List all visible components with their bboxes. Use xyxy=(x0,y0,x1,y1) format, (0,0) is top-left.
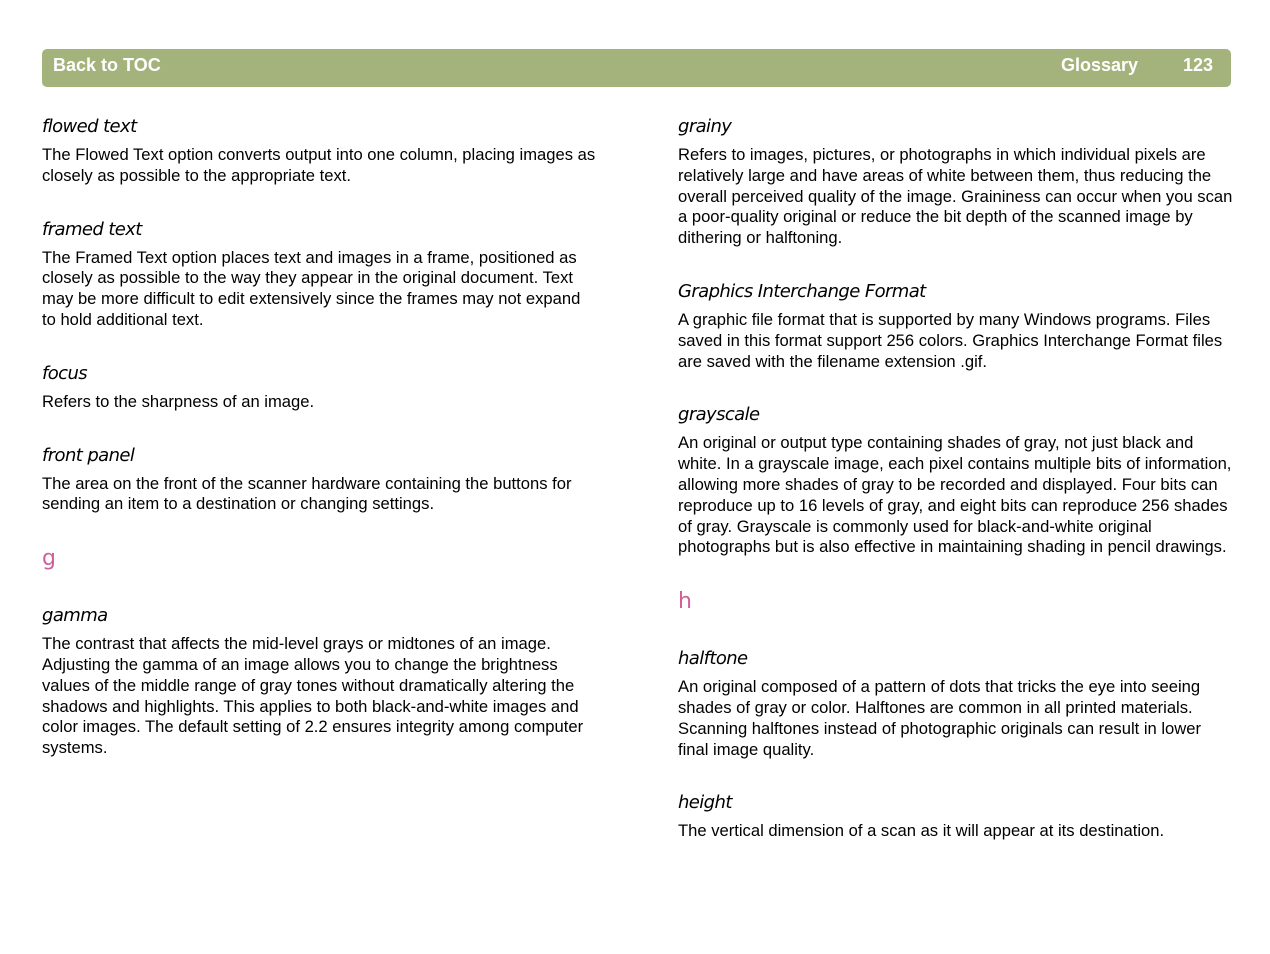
section-title: Glossary xyxy=(1060,55,1138,75)
glossary-entry xyxy=(678,792,1234,842)
page-number: 123 xyxy=(1182,55,1213,75)
glossary-entry xyxy=(42,363,598,413)
glossary-definition: Refers to images, pictures, or photographs in which individual pixels are relatively large and have areas of white between them, thus reducing the overall perceived quality of the image. Graininess can occur when you scan a poor-quality original or reduce the bit depth of the scanned image by dithering or halftoning. xyxy=(678,145,1233,248)
glossary-term: grainy xyxy=(678,116,732,137)
section-letter: h xyxy=(678,589,692,615)
back-to-toc-link[interactable]: Back to TOC xyxy=(53,55,161,75)
glossary-definition: Refers to the sharpness of an image. xyxy=(42,391,315,411)
glossary-entry xyxy=(42,219,598,331)
glossary-term: height xyxy=(678,792,732,814)
glossary-definition: The Flowed Text option converts output into one column, placing images as closely as possible to the appropriate text. xyxy=(42,145,596,185)
glossary-entry xyxy=(42,116,598,187)
glossary-definition: A graphic file format that is supported by many Windows programs. Files saved in this format support 256 colors. Graphics Interchange Format files are saved with the filename extension .gif. xyxy=(678,309,1223,371)
glossary-definition: The vertical dimension of a scan as it will appear at its destination. xyxy=(678,821,1165,841)
section-letter: g xyxy=(42,546,56,572)
glossary-term: gamma xyxy=(42,605,108,627)
glossary-term: grayscale xyxy=(678,404,760,426)
left-column xyxy=(42,116,598,791)
glossary-entry xyxy=(42,445,598,516)
glossary-definition: An original or output type containing shades of gray, not just black and white. In a grayscale image, each pixel contains multiple bits of information, allowing more shades of gray to be recorded and displayed. Four bits can reproduce up to 16 levels of gray, and eight bits can reproduce 256 shades of gray. Grayscale is commonly used for black-and-white original photographs but is also effective in maintaining shading in pencil drawings. xyxy=(678,433,1232,557)
glossary-entry xyxy=(678,116,1234,249)
glossary-term: halftone xyxy=(678,648,748,670)
right-column xyxy=(678,116,1234,874)
glossary-definition: The contrast that affects the mid-level grays or midtones of an image. Adjusting the gamma of an image allows you to change the brightness values of the middle range of gray tones without dramatically altering the shadows and highlights. This applies to both black-and-white images and color images. The default setting of 2.2 ensures integrity among computer systems. xyxy=(42,634,584,758)
glossary-entry xyxy=(678,648,1234,760)
glossary-term: framed text xyxy=(42,218,142,240)
glossary-definition: The Framed Text option places text and images in a frame, positioned as closely as possible to the way they appear in the original document. Text may be more difficult to edit extensively since the frames may not expand to hold additional text. xyxy=(42,247,581,329)
glossary-definition: An original composed of a pattern of dots that tricks the eye into seeing shades of gray or color. Halftones are common in all printed materials. Scanning halftones instead of photographic originals can result in lower final image quality. xyxy=(678,677,1202,759)
glossary-entry xyxy=(42,605,598,759)
glossary-entry xyxy=(678,281,1234,372)
glossary-term: flowed text xyxy=(42,116,137,137)
glossary-term: front panel xyxy=(42,444,135,466)
glossary-definition: The area on the front of the scanner hardware containing the buttons for sending an item to a destination or changing settings. xyxy=(42,473,572,514)
glossary-term: Graphics Interchange Format xyxy=(678,280,926,302)
glossary-term: focus xyxy=(42,362,88,384)
header-bar xyxy=(42,49,1231,87)
glossary-entry xyxy=(678,404,1234,558)
